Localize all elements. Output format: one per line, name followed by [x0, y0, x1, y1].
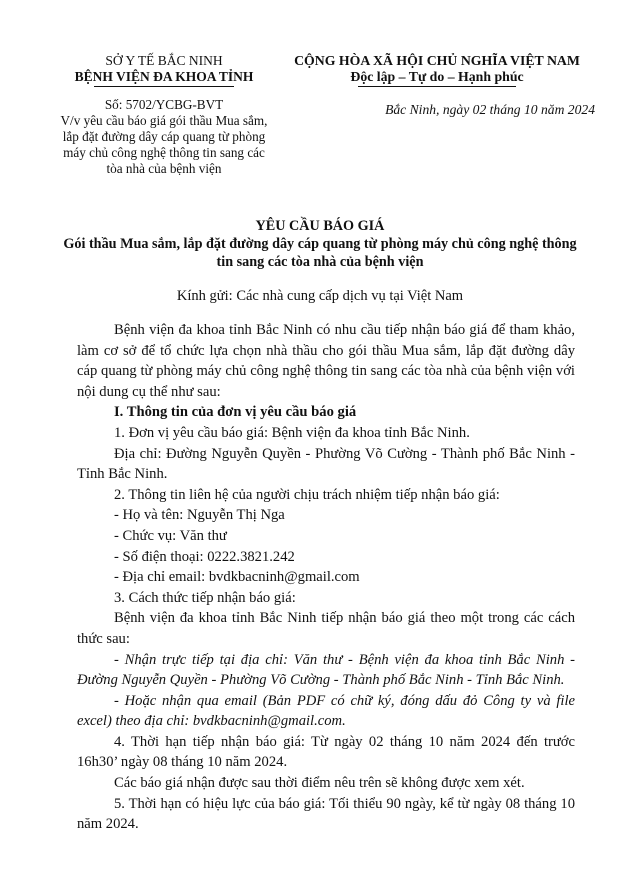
contact-name: - Họ và tên: Nguyễn Thị Nga	[114, 507, 285, 524]
package-title: Gói thầu Mua sắm, lắp đặt đường dây cáp quang từ phòng máy chủ công nghệ thông tin sang các tòa nhà của bệnh viện	[63, 236, 577, 270]
unit-address: Địa chỉ: Đường Nguyễn Quyền - Phường Võ Cường - Thành phố Bắc Ninh - Tỉnh Bắc Ninh.	[77, 445, 575, 483]
document-number: Số: 5702/YCBG-BVT	[104, 97, 224, 112]
deadline: 4. Thời hạn tiếp nhận báo giá: Từ ngày 02 tháng 10 năm 2024 đến trước 16h30’ ngày 08 tháng 10 năm 2024.	[77, 733, 575, 771]
document-title: YÊU CẦU BÁO GIÁ	[255, 218, 385, 234]
contact-phone: - Số điện thoại: 0222.3821.242	[114, 548, 295, 565]
department-name: SỞ Y TẾ BẮC NINH	[105, 53, 223, 68]
issuer-underline	[94, 86, 234, 87]
contact-heading: 2. Thông tin liên hệ của người chịu trách nhiệm tiếp nhận báo giá:	[114, 486, 500, 503]
method-direct: - Nhận trực tiếp tại địa chỉ: Văn thư - Bệnh viện đa khoa tỉnh Bắc Ninh - Đường Nguyễn Quyền - Phường Võ Cường - Thành phố Bắc Ninh - Tỉnh Bắc Ninh.	[77, 651, 575, 689]
contact-position: - Chức vụ: Văn thư	[114, 527, 227, 544]
section-heading: I. Thông tin của đơn vị yêu cầu báo giá	[114, 404, 357, 421]
motto-underline	[358, 86, 516, 87]
national-header	[282, 53, 592, 87]
national-motto: Độc lập – Tự do – Hạnh phúc	[350, 69, 524, 84]
document-subject: V/v yêu cầu báo giá gói thầu Mua sắm, lắp đặt đường dây cáp quang từ phòng máy chủ công nghệ thông tin sang các tòa nhà của bệnh viện	[60, 113, 268, 176]
title-block	[60, 217, 580, 271]
issuer-block	[60, 53, 268, 177]
hospital-name: BỆNH VIỆN ĐA KHOA TỈNH	[74, 69, 254, 84]
validity-period: 5. Thời hạn có hiệu lực của báo giá: Tối thiểu 90 ngày, kể từ ngày 08 tháng 10 năm 2024.	[77, 795, 575, 833]
place-date: Bắc Ninh, ngày 02 tháng 10 năm 2024	[385, 102, 595, 117]
nation-name: CỘNG HÒA XÃ HỘI CHỦ NGHĨA VIỆT NAM	[294, 53, 580, 68]
receipt-method-heading: 3. Cách thức tiếp nhận báo giá:	[114, 589, 296, 606]
receipt-method-description: Bệnh viện đa khoa tỉnh Bắc Ninh tiếp nhận báo giá theo một trong các cách thức sau:	[77, 610, 575, 647]
requesting-unit: 1. Đơn vị yêu cầu báo giá: Bệnh viện đa khoa tỉnh Bắc Ninh.	[114, 424, 470, 441]
contact-email: - Địa chỉ email: bvdkbacninh@gmail.com	[114, 569, 360, 586]
late-submission-note: Các báo giá nhận được sau thời điểm nêu trên sẽ không được xem xét.	[114, 775, 525, 792]
document-body	[77, 320, 575, 835]
recipient-line: Kính gửi: Các nhà cung cấp dịch vụ tại Việt Nam	[176, 288, 464, 304]
method-email: - Hoặc nhận qua email (Bản PDF có chữ ký, đóng dấu đỏ Công ty và file excel) theo địa chỉ: bvdkbacninh@gmail.com.	[77, 692, 575, 730]
intro-paragraph: Bệnh viện đa khoa tỉnh Bắc Ninh có nhu cầu tiếp nhận báo giá để tham khảo, làm cơ sở để tổ chức lựa chọn nhà thầu cho gói thầu Mua sắm, lắp đặt đường dây cáp quang từ phòng máy chủ công nghệ thông tin sang các tòa nhà của bệnh viện với nội dung cụ thể như sau:	[77, 322, 575, 400]
